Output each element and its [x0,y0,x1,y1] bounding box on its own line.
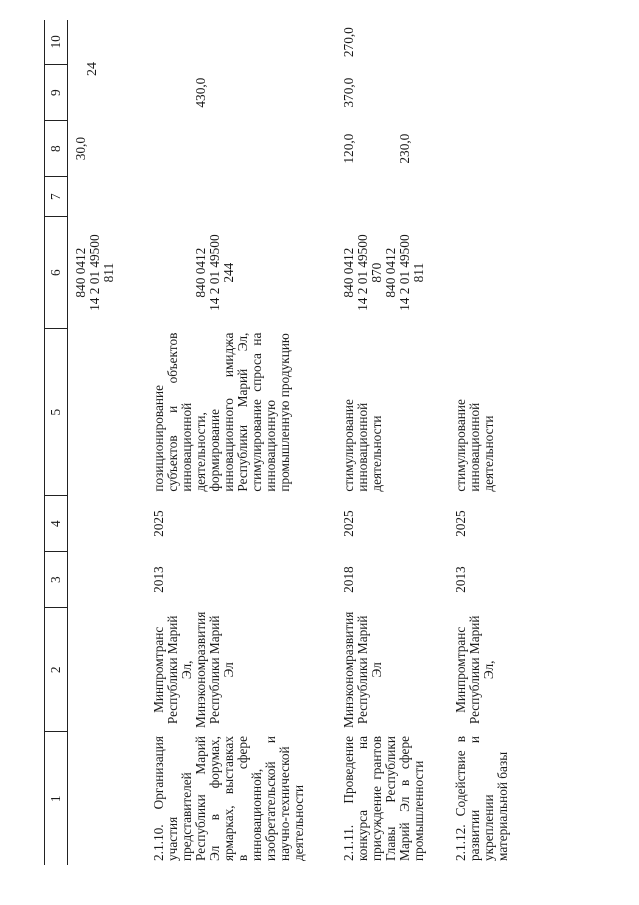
budget-code-cell [68,217,146,329]
value-cell-8: 120,0 230,0 [340,133,412,164]
budget-code-line: 811 [101,262,116,283]
budget-code-line: 811 [410,262,426,283]
col-header-9: 9 [45,65,68,121]
budget-code-line: 840 0412 [382,247,398,298]
end-year-cell [68,496,146,552]
result-cell [68,329,146,496]
executor-cell [68,608,146,732]
value-cell-10 [448,20,510,65]
col-header-5: 5 [45,329,68,496]
result-cell: стимулирование инновационной деятельности [452,399,496,492]
executor-cell: Минэкономразвития Республики Марий Эл [340,611,384,728]
budget-code-cell [448,217,510,329]
value-cell-7 [146,177,336,217]
col-header-6: 6 [45,217,68,329]
col-header-8: 8 [45,121,68,177]
executor-cell: Минпромтранс Республики Марий Эл, [452,615,496,725]
start-year-cell: 2013 [452,566,468,593]
budget-code-line: 840 0412 [192,247,208,298]
value-cell-8 [146,121,336,177]
value-cell-7 [68,177,146,217]
value-cell-8 [448,121,510,177]
budget-code-line: 14 2 01 49500 [87,234,102,311]
end-year-cell: 2025 [150,510,166,537]
col-header-1: 1 [45,732,68,865]
measure-name-cell: 2.1.10. Организация участия представителей Республики Марий Эл в форумах, ярмарках, выставках в сфере инновационной, изобретательской и научно-технической деятельности [150,736,306,861]
value-cell-7 [448,177,510,217]
budget-code-line: 14 2 01 49500 [354,234,370,311]
measure-name-cell: 2.1.11. Проведение конкурса на присуждение грантов Главы Республики Марий Эл в сфере промышленности [340,736,426,861]
col-header-3: 3 [45,552,68,608]
value-cell-9: 370,0 [340,77,356,108]
table-row [68,20,146,865]
col-header-10: 10 [45,20,68,65]
budget-code-line: 870 [368,262,384,283]
value-cell-9 [448,65,510,121]
value-cell-10 [68,20,146,65]
end-year-cell: 2025 [452,510,468,537]
result-cell: стимулирование инновационной деятельности [340,399,384,492]
value-cell-8: 30,0 [73,136,88,161]
col-header-4: 4 [45,496,68,552]
start-year-cell: 2018 [340,566,356,593]
budget-code-cell [146,217,336,329]
budget-code-cell [336,217,448,329]
end-year-cell: 2025 [340,510,356,537]
col-header-2: 2 [45,608,68,732]
program-measures-table [44,20,510,865]
result-cell: позиционирование субъектов и объектов инновационной деятельности, формирование инновационного имиджа Республики Марий Эл, стимулирование спроса на инновационную промышленную продукцию [150,332,292,492]
col-header-7: 7 [45,177,68,217]
start-year-cell: 2013 [150,566,166,593]
budget-code-line: 244 [220,262,236,283]
budget-code-line: 14 2 01 49500 [206,234,222,311]
budget-code-line: 14 2 01 49500 [396,234,412,311]
table-row [146,20,336,865]
value-cell-9 [68,65,146,121]
start-year-cell [68,552,146,608]
column-number-header [45,20,68,865]
budget-code-line: 840 0412 [340,247,356,298]
page-number: 24 [85,62,100,76]
executor-cell: Минпромтранс Республики Марий Эл, Минэкономразвития Республики Марий Эл [150,611,236,728]
value-cell-10 [146,20,336,65]
table-row [336,20,448,865]
table-row [448,20,510,865]
budget-code-line: 840 0412 [73,247,88,298]
value-cell-9: 430,0 [192,77,208,108]
measure-name-cell [68,732,146,865]
measure-name-cell: 2.1.12. Содействие в развитии и укреплении материальной базы [452,736,510,861]
value-cell-10: 270,0 [340,27,356,58]
value-cell-7 [336,177,448,217]
